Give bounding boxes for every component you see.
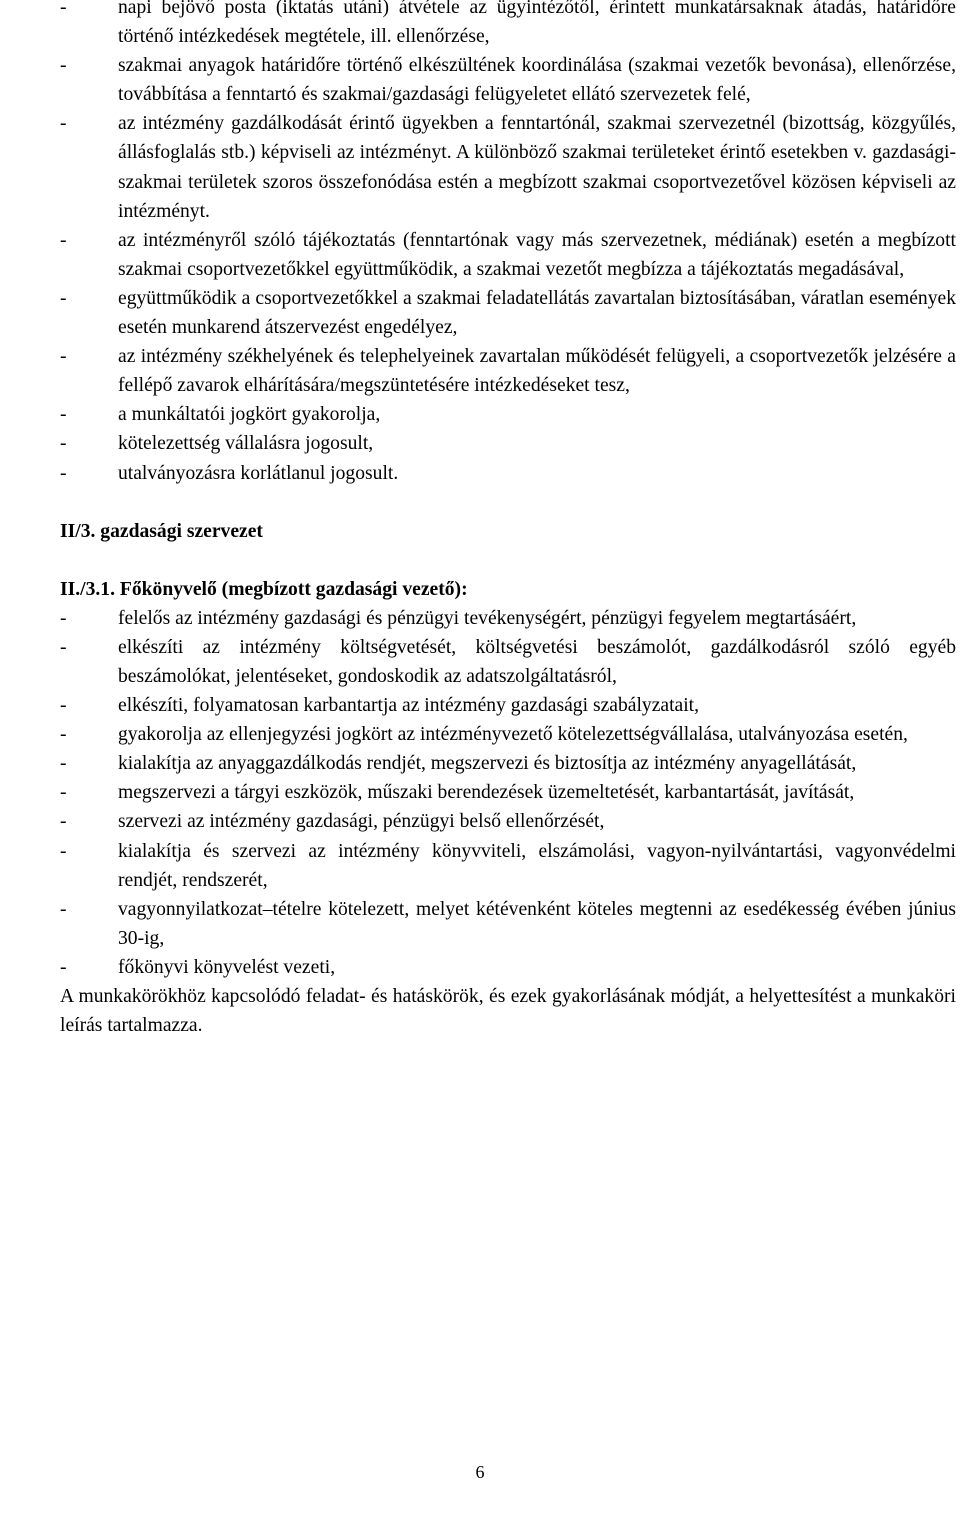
section-heading: II/3. gazdasági szervezet	[60, 520, 263, 542]
list-bullet: -	[60, 113, 67, 135]
list-item-text: a munkáltatói jogkört gyakorolja,	[118, 404, 381, 426]
list-bullet: -	[60, 433, 67, 455]
list-item-text: kötelezettség vállalásra jogosult,	[118, 433, 374, 455]
list-item	[60, 720, 956, 749]
list-bullet: -	[60, 404, 67, 426]
list-item	[60, 429, 956, 458]
list-bullet: -	[60, 287, 67, 309]
list-item-text: felelős az intézmény gazdasági és pénzügyi tevékenységért, pénzügyi fegyelem megtartásáért,	[118, 607, 857, 629]
subsection-heading	[60, 575, 956, 604]
list-item-text: kialakítja és szervezi az intézmény könyvviteli, elszámolási, vagyon-nyilvántartási, vagyonvédelmi rendjét, rendszerét,	[118, 840, 956, 891]
list-bullet: -	[60, 695, 67, 717]
list-bullet: -	[60, 0, 67, 18]
list-bullet: -	[60, 956, 67, 978]
list-item	[60, 51, 956, 109]
list-item	[60, 342, 956, 400]
list-item	[60, 837, 956, 895]
list-item	[60, 226, 956, 284]
list-item	[60, 459, 956, 488]
list-item	[60, 604, 956, 633]
list-item-text: vagyonnyilatkozat–tételre kötelezett, melyet kétévenként köteles megtenni az esedékesség évében június 30-ig,	[118, 898, 956, 949]
list-bullet: -	[60, 840, 67, 862]
list-item-text: az intézményről szóló tájékoztatás (fenntartónak vagy más szervezetnek, médiának) esetén a megbízott szakmai csoportvezetőkkel együttműködik, a szakmai vezetőt megbízza a tájékoztatás megadásával,	[118, 229, 956, 280]
list-item	[60, 109, 956, 225]
list-item	[60, 778, 956, 807]
list-item	[60, 953, 956, 982]
list-item	[60, 691, 956, 720]
list-item-text: főkönyvi könyvelést vezeti,	[118, 956, 336, 978]
document-page	[60, 0, 956, 1040]
list-bullet: -	[60, 462, 67, 484]
list-item-text: megszervezi a tárgyi eszközök, műszaki berendezések üzemeltetését, karbantartását, javítását,	[118, 782, 855, 804]
duty-list-chief-accountant	[60, 604, 956, 982]
list-item	[60, 633, 956, 691]
list-item	[60, 749, 956, 778]
list-item-text: együttműködik a csoportvezetőkkel a szakmai feladatellátás zavartalan biztosításában, váratlan események esetén munkarend átszervezést engedélyez,	[118, 287, 956, 339]
list-item-text: szakmai anyagok határidőre történő elkészültének koordinálása (szakmai vezetők bevonása), ellenőrzése, továbbítása a fenntartó és szakmai/gazdasági felügyeletet ellátó szervezetek felé,	[118, 55, 956, 106]
list-bullet: -	[60, 636, 67, 658]
list-bullet: -	[60, 607, 67, 629]
list-item-text: az intézmény gazdálkodását érintő ügyekben a fenntartónál, szakmai szervezetnél (bizottság, közgyűlés, állásfoglalás stb.) képviseli az intézményt. A különböző szakmai területeket érintő esetekben v. gazdasági-szakmai területek szoros összefonódása estén a megbízott szakmai csoportvezetővel közösen képviseli az intézményt.	[118, 113, 956, 222]
list-bullet: -	[60, 753, 67, 775]
list-item	[60, 895, 956, 953]
list-item-text: gyakorolja az ellenjegyzési jogkört az intézményvezető kötelezettségvállalása, utalványozása esetén,	[118, 724, 908, 746]
list-bullet: -	[60, 724, 67, 746]
list-item-text: az intézmény székhelyének és telephelyeinek zavartalan működését felügyeli, a csoportvezetők jelzésére a fellépő zavarok elhárítására/megszüntetésére intézkedéseket tesz,	[118, 346, 956, 397]
list-bullet: -	[60, 811, 67, 833]
list-item-text: kialakítja az anyaggazdálkodás rendjét, megszervezi és biztosítja az intézmény anyagellátását,	[118, 753, 857, 775]
list-item-text: szervezi az intézmény gazdasági, pénzügyi belső ellenőrzését,	[118, 811, 605, 833]
list-bullet: -	[60, 898, 67, 920]
list-item	[60, 400, 956, 429]
list-item-text: elkészíti az intézmény költségvetését, költségvetési beszámolót, gazdálkodásról szóló egyéb beszámolókat, jelentéseket, gondoskodik az adatszolgáltatásról,	[118, 636, 956, 687]
subsection-number: II./3.1.	[60, 578, 115, 600]
list-item-text: napi bejövő posta (iktatás utáni) átvétele az ügyintézőtől, érintett munkatársaknak átadás, határidőre történő intézkedések megtétele, ill. ellenőrzése,	[118, 0, 956, 48]
list-item-text: utalványozásra korlátlanul jogosult.	[118, 462, 399, 484]
list-item-text: elkészíti, folyamatosan karbantartja az intézmény gazdasági szabályzatait,	[118, 695, 700, 717]
list-item	[60, 284, 956, 342]
list-bullet: -	[60, 229, 67, 251]
duty-list-director	[60, 0, 956, 488]
subsection-title: Főkönyvelő (megbízott gazdasági vezető):	[119, 578, 468, 600]
list-bullet: -	[60, 55, 67, 77]
page-number: 6	[475, 1462, 485, 1482]
closing-paragraph: A munkakörökhöz kapcsolódó feladat- és hatáskörök, és ezek gyakorlásának módját, a helyettesítést a munkaköri leírás tartalmazza.	[60, 986, 956, 1037]
list-bullet: -	[60, 782, 67, 804]
list-bullet: -	[60, 346, 67, 368]
list-item	[60, 0, 956, 51]
list-item	[60, 807, 956, 836]
